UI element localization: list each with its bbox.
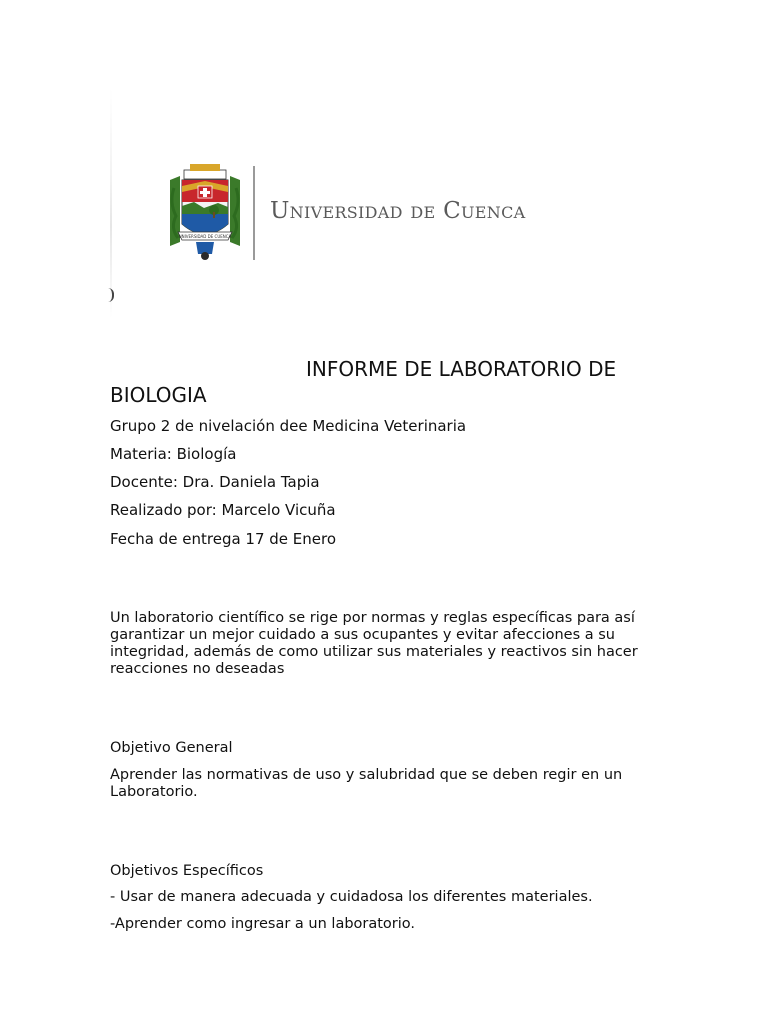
subject-line: Materia: Biología [110, 445, 237, 463]
specific-objective-item: -Aprender como ingresar a un laboratorio. [110, 916, 416, 932]
teacher-line: Docente: Dra. Daniela Tapia [110, 473, 320, 491]
general-objective-text: Aprender las normativas de uso y salubridad que se deben regir en un Laboratorio. [110, 767, 623, 800]
date-line: Fecha de entrega 17 de Enero [110, 530, 337, 548]
specific-objective-item: - Usar de manera adecuada y cuidadosa los diferentes materiales. [110, 889, 593, 905]
logo-edge-mark [108, 288, 114, 302]
group-line: Grupo 2 de nivelación dee Medicina Veterinaria [110, 417, 467, 435]
specific-objectives-heading: Objetivos Específicos [110, 863, 264, 879]
logo-image-edge [110, 88, 112, 318]
document-title: INFORME DE LABORATORIO DE BIOLOGIA [110, 357, 617, 407]
university-crest-icon [166, 162, 244, 262]
university-logo [110, 88, 630, 318]
intro-paragraph: Un laboratorio científico se rige por normas y reglas específicas para así garantizar un mejor cuidado a sus ocupantes y evitar afecciones a su integridad, además de como utilizar sus materiales y reactivos sin hacer reacciones no deseadas [110, 610, 638, 677]
general-objective-heading: Objetivo General [110, 740, 233, 756]
crest-ribbon-text: UNIVERSIDAD DE CUENCA [178, 234, 232, 239]
author-line: Realizado por: Marcelo Vicuña [110, 501, 336, 519]
logo-divider [253, 166, 255, 260]
university-name: Universidad de Cuenca [270, 198, 526, 224]
